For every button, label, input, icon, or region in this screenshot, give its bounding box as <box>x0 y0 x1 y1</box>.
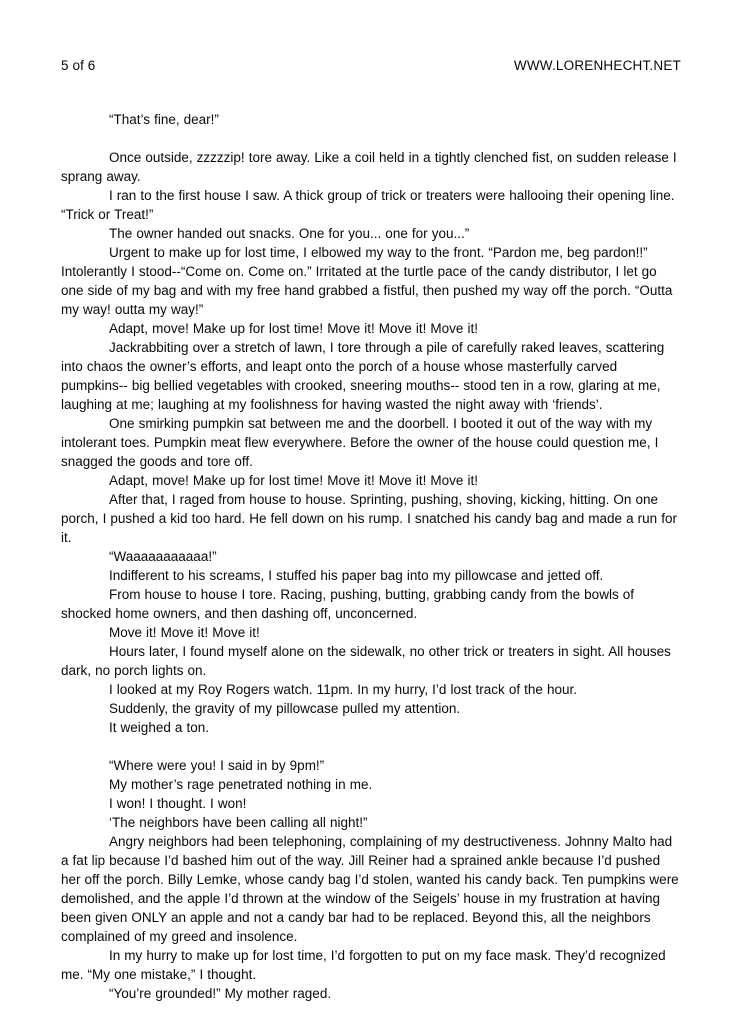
paragraph: Urgent to make up for lost time, I elbowed my way to the front. “Pardon me, beg pardon!!” Intolerantly I stood--“Come on. Come on.” Irritated at the turtle pace of the candy distributor, I let go one side of my bag and with my free hand grabbed a fistful, then pushed my way off the porch. “Outta my way! outta my way!” <box>61 245 673 317</box>
paragraph: The owner handed out snacks. One for you... one for you...” <box>109 226 470 241</box>
paragraph: In my hurry to make up for lost time, I’d forgotten to put on my face mask. They’d recognized me. “My one mistake,” I thought. <box>61 948 666 982</box>
site-url: WWW.LORENHECHT.NET <box>513 58 681 73</box>
paragraph: Adapt, move! Make up for lost time! Move it! Move it! Move it! <box>109 321 478 336</box>
paragraph: It weighed a ton. <box>109 720 209 735</box>
page-header <box>61 58 681 73</box>
paragraph: I won! I thought. I won! <box>109 796 247 811</box>
paragraph: “Waaaaaaaaaaa!” <box>109 549 217 564</box>
paragraph: “That’s fine, dear!” <box>109 112 219 127</box>
paragraph: Adapt, move! Make up for lost time! Move it! Move it! Move it! <box>109 473 478 488</box>
paragraph: Jackrabbiting over a stretch of lawn, I tore through a pile of carefully raked leaves, scattering into chaos the owner’s efforts, and leapt onto the porch of a house whose masterfully carved pumpkins-- big bellied vegetables with crooked, sneering mouths-- stood ten in a row, glaring at me, laughing at me; laughing at my foolishness for having wasted the night away with ‘friends’. <box>61 340 665 412</box>
paragraph: “You’re grounded!” My mother raged. <box>109 986 332 1001</box>
paragraph: Indifferent to his screams, I stuffed his paper bag into my pillowcase and jetted off. <box>109 568 604 583</box>
paragraph: ‘The neighbors have been calling all night!” <box>109 815 368 830</box>
paragraph: Once outside, zzzzzip! tore away. Like a coil held in a tightly clenched fist, on sudden release I sprang away. <box>61 150 677 184</box>
paragraph: “Where were you! I said in by 9pm!” <box>109 758 325 773</box>
story-text <box>61 110 681 1003</box>
page-number: 5 of 6 <box>61 58 96 73</box>
paragraph: From house to house I tore. Racing, pushing, butting, grabbing candy from the bowls of shocked home owners, and then dashing off, unconcerned. <box>61 587 634 621</box>
paragraph: Move it! Move it! Move it! <box>109 625 260 640</box>
paragraph: Suddenly, the gravity of my pillowcase pulled my attention. <box>109 701 461 716</box>
paragraph: After that, I raged from house to house. Sprinting, pushing, shoving, kicking, hitting. On one porch, I pushed a kid too hard. He fell down on his rump. I snatched his candy bag and made a run for it. <box>61 492 677 545</box>
paragraph: I ran to the first house I saw. A thick group of trick or treaters were hallooing their opening line. “Trick or Treat!” <box>61 188 675 222</box>
paragraph: Hours later, I found myself alone on the sidewalk, no other trick or treaters in sight. All houses dark, no porch lights on. <box>61 644 671 678</box>
paragraph: I looked at my Roy Rogers watch. 11pm. In my hurry, I’d lost track of the hour. <box>109 682 577 697</box>
paragraph: One smirking pumpkin sat between me and the doorbell. I booted it out of the way with my intolerant toes. Pumpkin meat flew everywhere. Before the owner of the house could question me, I snagged the goods and tore off. <box>61 416 659 469</box>
paragraph: Angry neighbors had been telephoning, complaining of my destructiveness. Johnny Malto had a fat lip because I’d bashed him out of the way. Jill Reiner had a sprained ankle because I’d pushed her off the porch. Billy Lemke, whose candy bag I’d stolen, wanted his candy back. Ten pumpkins were demolished, and the apple I’d thrown at the window of the Seigels’ house in my frustration at having been given ONLY an apple and not a candy bar had to be replaced. Beyond this, all the neighbors complained of my greed and insolence. <box>61 834 679 944</box>
paragraph: My mother’s rage penetrated nothing in me. <box>109 777 373 792</box>
